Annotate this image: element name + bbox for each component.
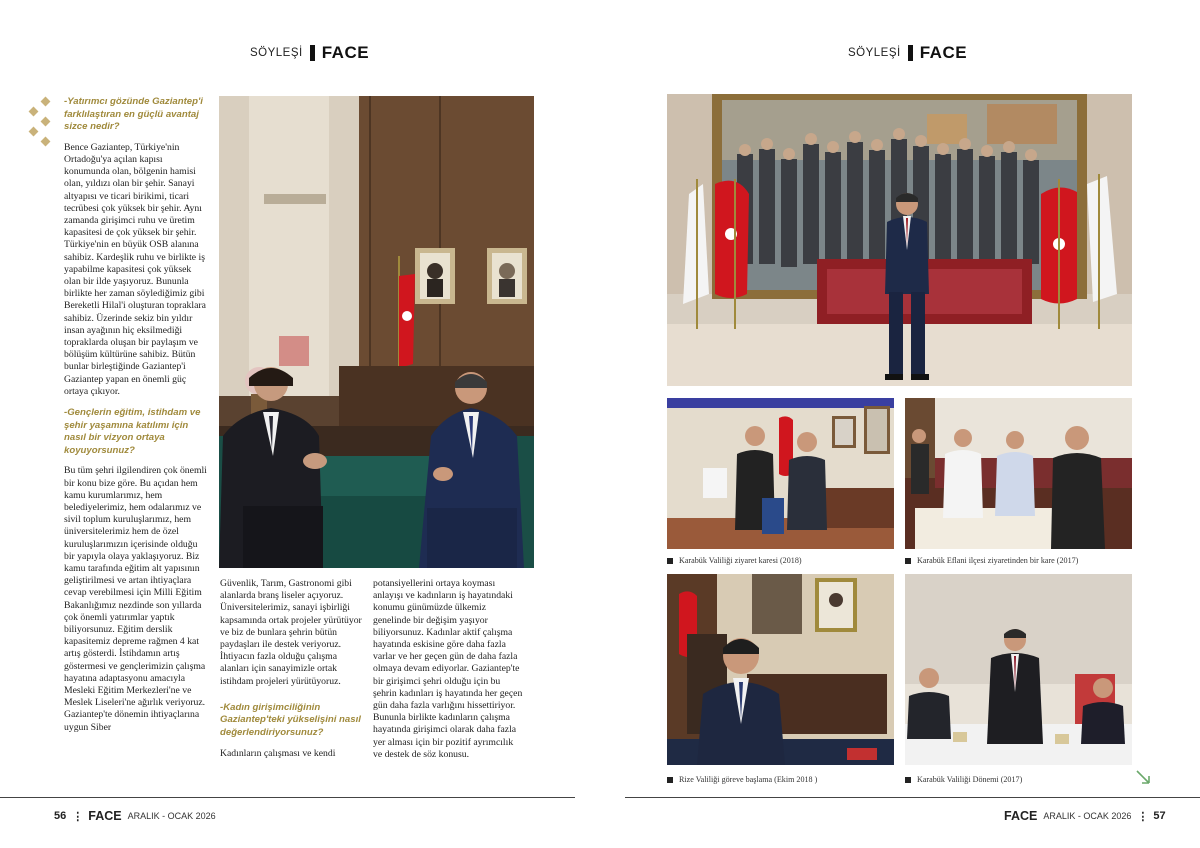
page-number: 57 bbox=[1153, 810, 1166, 822]
caption-square bbox=[905, 558, 911, 564]
magazine-logo: FACE bbox=[919, 43, 968, 62]
magazine-logo: FACE bbox=[321, 43, 370, 62]
footer-separator: ⋮ bbox=[1137, 810, 1148, 823]
answer-2: Bu tüm şehri ilgilendiren çok önemli bir konu bize göre. Bu açıdan hem kamu kurumlarımız, hem belediyelerimiz, hem odalarımız ve sivil toplum kuruluşlarımız, hem üniversitelerimiz hem de özel kuruluşlarımızın içerisinde olduğu bir yapıyla olaya yaklaşıyoruz. Biz kamu tarafında eğitim alt yapısının geliştirilmesi ve artan ihtiyaçlara cevap verebilmesi için Milli Eğitim Bakanlığımız nezdinde son yıllarda çok önemli yatırımlar yaptık biliyorsunuz. Eğitim derslik kapasitemiz depreme rağmen 4 kat artış gösterdi. İstihdamın artış göstermesi ve gençlerimizin çalışma hayatına adaptasyonu amacıyla Mesleki Eğitim Merkezleri'ne ve Meslek Liseleri'ne ağırlık veriyoruz. Gaziantep'te dönemin ihtiyaçlarına uygun Siber bbox=[64, 465, 207, 733]
answer-1: Bence Gaziantep, Türkiye'nin Ortadoğu'ya açılan kapısı konumunda olan, bölgenin hamisi olan, yıldızı olan bir şehir. Sanayi altyapısı ve ticari birikimi, ticari tecrübesi çok yüksek bir şehir. Aynı zamanda girişimci ruhu ve üretim kapasitesi de çok yüksek bir şehir. Türkiye'nin en büyük OSB alanına sahibiz. Kardeşlik ruhu ve birlikte iş yapabilme kapasitesi çok yüksek olan bir ilde yaşıyoruz. Bununla birlikte her zaman söylediğimiz gibi Bereketli Hilal'i oluşturan topraklara sahibiz. Üzerinde sekiz bin yıldır insan ayağının hiç eksilmediği topraklarda oluşan bir paylaşım ve bölüşüm kültürüne sahibiz. Bütün bunlar birleştiğinde Gaziantep'i Gaziantep yapan en önemli güç ortaya çıkıyor. bbox=[64, 141, 206, 397]
question-3: -Kadın girişimciliğinin Gaziantep'teki yükselişini nasıl değerlendiriyorsunuz? bbox=[220, 701, 361, 739]
footer-separator: ⋮ bbox=[72, 810, 83, 823]
corner-arrow-icon bbox=[1136, 770, 1150, 784]
caption-square bbox=[905, 777, 911, 783]
answer-3-continued: potansiyellerini ortaya koyması anlayışı ve kadınların iş hayatındaki konumu günümüzde ülkemiz genelinde bir değişim yaşıyor biliyorsunuz. Kadınlar aktif çalışma hayatında eskisine göre daha fazla varlar ve her geçen gün de daha fazla olmaya devam ediyorlar. Gaziantep'te bir girişimci şehri olduğu için bu şehrin kadınları iş hayatında her geçen gün daha fazla varlığını hissettiriyor. Bununla birlikte kadınların çalışma hayatında girişimci olarak daha fazla yer alması için bir pozitif ayrımcılık ve destek de söz konusu. bbox=[373, 578, 523, 760]
caption-square bbox=[667, 558, 673, 564]
caption-text: Karabük Eflani ilçesi ziyaretinden bir kare (2017) bbox=[917, 556, 1079, 565]
footer-left bbox=[54, 809, 216, 823]
header-right bbox=[848, 44, 967, 62]
caption-1 bbox=[667, 556, 802, 565]
photo-eflani-visit bbox=[905, 398, 1132, 549]
article-column-2 bbox=[220, 578, 368, 769]
footer-issue-date: ARALIK - OCAK 2026 bbox=[1043, 811, 1132, 821]
page-number: 56 bbox=[54, 810, 67, 822]
caption-square bbox=[667, 777, 673, 783]
section-label: SÖYLEŞİ bbox=[848, 47, 901, 59]
footer-magazine: FACE bbox=[88, 809, 122, 823]
caption-3 bbox=[667, 775, 817, 784]
footer-magazine: FACE bbox=[1004, 809, 1038, 823]
header-bar bbox=[310, 45, 315, 61]
question-2: -Gençlerin eğitim, istihdam ve şehir yaşamına katılımı için nasıl bir vizyon ortaya koyuyorsunuz? bbox=[64, 407, 201, 456]
article-column-1 bbox=[64, 96, 210, 743]
answer-3-start: Kadınların çalışması ve kendi bbox=[220, 747, 336, 759]
question-1: -Yatırımcı gözünde Gaziantep'i farklılaştıran en güçlü avantaj sizce nedir? bbox=[64, 96, 203, 133]
header-bar bbox=[908, 45, 913, 61]
photo-karabuk-visit bbox=[667, 398, 894, 549]
portrait-photo bbox=[667, 94, 1132, 386]
photo-rize-start bbox=[667, 574, 894, 765]
caption-text: Karabük Valiliği Dönemi (2017) bbox=[917, 775, 1023, 784]
caption-2 bbox=[905, 556, 1078, 565]
footer-right bbox=[1004, 809, 1166, 823]
photo-karabuk-term bbox=[905, 574, 1132, 765]
footer-issue-date: ARALIK - OCAK 2026 bbox=[127, 811, 216, 821]
caption-text: Rize Valiliği göreve başlama (Ekim 2018 ) bbox=[679, 775, 818, 784]
answer-2-continued: Güvenlik, Tarım, Gastronomi gibi alanlarda branş liseler açıyoruz. Üniversitelerimiz, sanayi işbirliği kapsamında ortak projeler yürütüyor ve biz de bunlara şehrin bütün paydaşları ile destek veriyoruz. İhtiyacın fazla olduğu çalışma alanları için sanayimizle ortak istihdam projeleri yürütüyoruz. bbox=[220, 578, 362, 687]
article-column-3 bbox=[373, 578, 523, 770]
footer-rule-left bbox=[0, 797, 575, 798]
interview-photo bbox=[219, 96, 534, 568]
footer-rule-right bbox=[625, 797, 1200, 798]
caption-4 bbox=[905, 775, 1022, 784]
section-label: SÖYLEŞİ bbox=[250, 47, 303, 59]
header-left bbox=[250, 44, 369, 62]
caption-text: Karabük Valiliği ziyaret karesi (2018) bbox=[679, 556, 802, 565]
